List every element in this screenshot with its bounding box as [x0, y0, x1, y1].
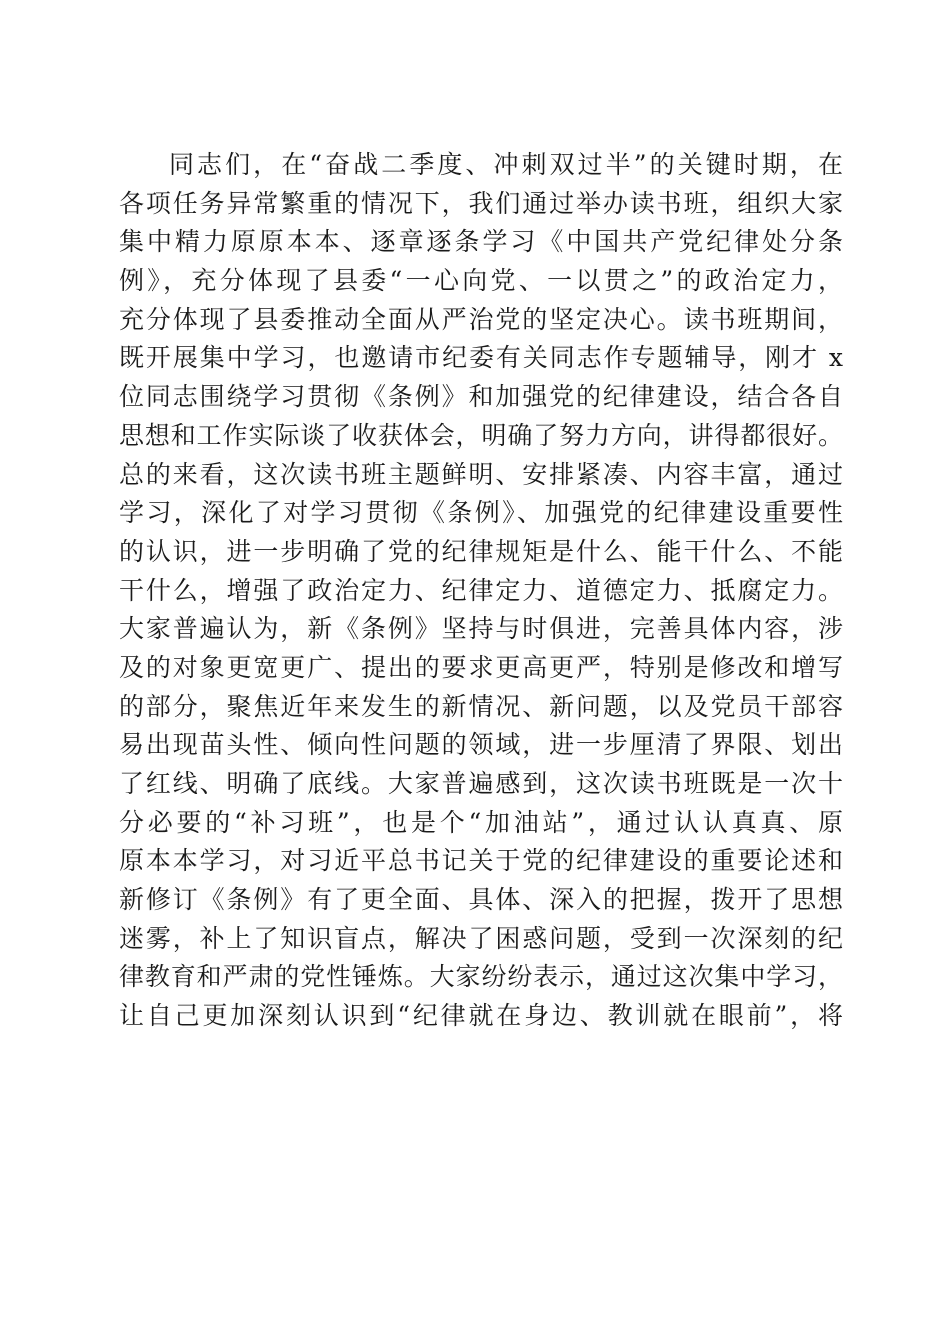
- text-line: 各项任务异常繁重的情况下，我们通过举办读书班，组织大家: [119, 188, 843, 218]
- text-line: 新修订《条例》有了更全面、具体、深入的把握，拨开了思想: [119, 885, 843, 915]
- text-line: 干什么，增强了政治定力、纪律定力、道德定力、抵腐定力。: [119, 575, 843, 605]
- text-line: 的认识，进一步明确了党的纪律规矩是什么、能干什么、不能: [119, 536, 843, 566]
- text-line: 易出现苗头性、倾向性问题的领域，进一步厘清了界限、划出: [119, 730, 843, 760]
- text-line: 学习，深化了对学习贯彻《条例》、加强党的纪律建设重要性: [119, 498, 843, 528]
- text-line: 集中精力原原本本、逐章逐条学习《中国共产党纪律处分条: [119, 227, 843, 257]
- text-line: 充分体现了县委推动全面从严治党的坚定决心。读书班期间，: [119, 304, 843, 334]
- text-line: 了红线、明确了底线。大家普遍感到，这次读书班既是一次十: [119, 769, 843, 798]
- text-line: 让自己更加深刻认识到“纪律就在身边、教训就在眼前”，将: [119, 1001, 843, 1031]
- text-line: 及的对象更宽更广、提出的要求更高更严，特别是修改和增写: [119, 652, 843, 682]
- text-line: 分必要的“补习班”，也是个“加油站”，通过认认真真、原: [119, 807, 843, 837]
- text-line: 的部分，聚焦近年来发生的新情况、新问题，以及党员干部容: [119, 691, 843, 721]
- body-paragraph: [119, 146, 843, 1036]
- text-line: 位同志围绕学习贯彻《条例》和加强党的纪律建设，结合各自: [119, 382, 843, 412]
- text-line: 既开展集中学习，也邀请市纪委有关同志作专题辅导，刚才 x: [119, 343, 843, 373]
- text-line: 总的来看，这次读书班主题鲜明、安排紧凑、内容丰富，通过: [119, 459, 843, 489]
- text-line: 思想和工作实际谈了收获体会，明确了努力方向，讲得都很好。: [119, 420, 843, 450]
- text-line: 律教育和严肃的党性锤炼。大家纷纷表示，通过这次集中学习，: [119, 962, 843, 992]
- text-line: 同志们，在“奋战二季度、冲刺双过半”的关键时期，在: [169, 150, 843, 179]
- text-line: 大家普遍认为，新《条例》坚持与时俱进，完善具体内容，涉: [119, 614, 843, 644]
- text-line: 例》，充分体现了县委“一心向党、一以贯之”的政治定力，: [119, 266, 843, 296]
- text-line: 原本本学习，对习近平总书记关于党的纪律建设的重要论述和: [119, 846, 843, 876]
- text-line: 迷雾，补上了知识盲点，解决了困惑问题，受到一次深刻的纪: [119, 923, 843, 953]
